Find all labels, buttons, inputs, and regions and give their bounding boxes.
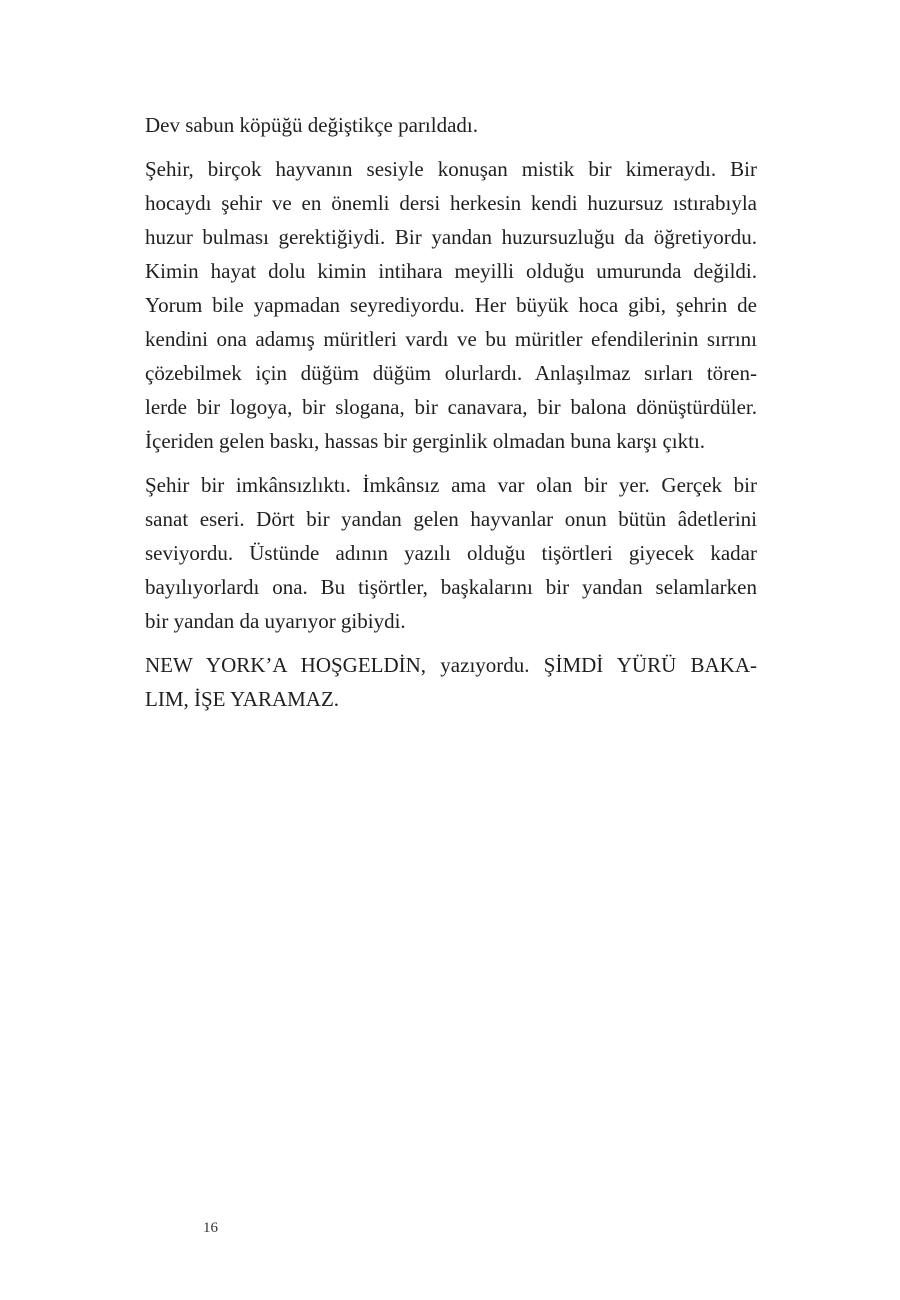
text-line: Dev sabun köpüğü değiştikçe parıldadı. xyxy=(145,113,479,137)
text-line: huzur bulması gerektiğiydi. Bir yandan huzursuzluğu da öğretiyordu. xyxy=(145,225,757,249)
page-number: 16 xyxy=(203,1220,218,1236)
text-line: lerde bir logoya, bir slogana, bir canavara, bir balona dönüştürdüler. xyxy=(145,395,757,419)
text-line: LIM, İŞE YARAMAZ. xyxy=(145,687,340,711)
text-line: bayılıyorlardı ona. Bu tişörtler, başkalarını bir yandan selamlarken xyxy=(145,575,757,599)
text-line: Şehir bir imkânsızlıktı. İmkânsız ama var olan bir yer. Gerçek bir xyxy=(145,473,757,497)
text-line: Yorum bile yapmadan seyrediyordu. Her büyük hoca gibi, şehrin de xyxy=(145,293,757,317)
text-line: hocaydı şehir ve en önemli dersi herkesin kendi huzursuz ıstırabıyla xyxy=(145,191,757,215)
text-line: İçeriden gelen baskı, hassas bir gerginlik olmadan buna karşı çıktı. xyxy=(145,429,706,453)
body-text xyxy=(145,108,757,726)
paragraph xyxy=(145,108,757,142)
paragraph xyxy=(145,648,757,716)
text-line: NEW YORK’A HOŞGELDİN, yazıyordu. ŞİMDİ YÜRÜ BAKA- xyxy=(145,653,757,677)
text-line: bir yandan da uyarıyor gibiydi. xyxy=(145,609,406,633)
text-line: Kimin hayat dolu kimin intihara meyilli olduğu umurunda değildi. xyxy=(145,259,757,283)
text-line: kendini ona adamış müritleri vardı ve bu müritler efendilerinin sırrını xyxy=(145,327,757,351)
paragraph xyxy=(145,152,757,458)
text-line: sanat eseri. Dört bir yandan gelen hayvanlar onun bütün âdetlerini xyxy=(145,507,757,531)
text-line: Şehir, birçok hayvanın sesiyle konuşan mistik bir kimeraydı. Bir xyxy=(145,157,757,181)
text-line: çözebilmek için düğüm düğüm olurlardı. Anlaşılmaz sırları tören- xyxy=(145,361,757,385)
text-line: seviyordu. Üstünde adının yazılı olduğu tişörtleri giyecek kadar xyxy=(145,541,757,565)
paragraph xyxy=(145,468,757,638)
